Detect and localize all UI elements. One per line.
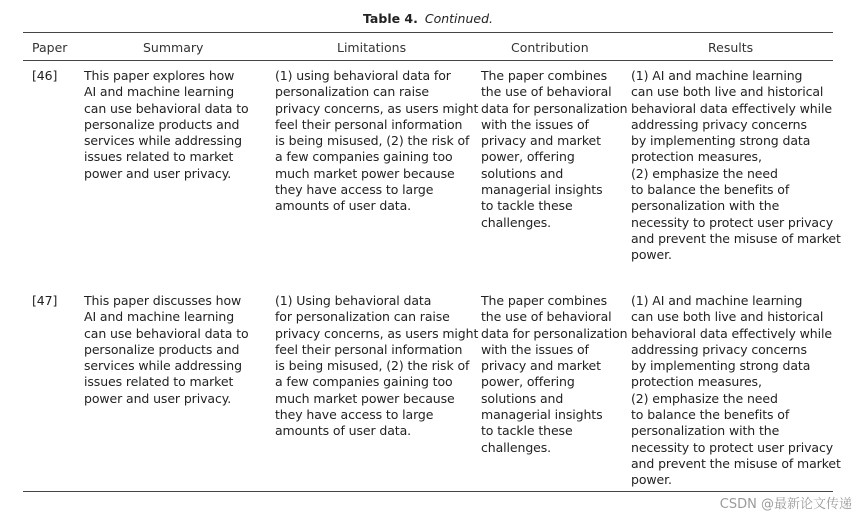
table-caption-continued: Continued. (424, 11, 493, 26)
row-1-paper: [46] (32, 68, 58, 83)
header-results: Results (708, 40, 754, 55)
row-2-results: (1) AI and machine learning can use both live and historical behavioral data effectively while addressing privacy concerns by implementing strong data protection measures, (2) emphasize the need to balance the benefits of personalization with the necessity to protect user privacy and prevent the misuse of market power. (631, 293, 841, 488)
table-caption (0, 11, 856, 26)
row-1-results: (1) AI and machine learning can use both live and historical behavioral data effectively while addressing privacy concerns by implementing strong data protection measures, (2) emphasize the need to balance the benefits of personalization with the necessity to protect user privacy and prevent the misuse of market power. (631, 68, 841, 263)
row-1-contribution: The paper combines the use of behavioral data for personalization with the issues of privacy and market power, offering solutions and managerial insights to tackle these challenges. (481, 68, 628, 230)
header-paper: Paper (32, 40, 68, 55)
table-header-rule (23, 60, 833, 61)
table-top-rule (23, 32, 833, 33)
row-1-limitations: (1) using behavioral data for personalization can raise privacy concerns, as users might feel their personal information is being misused, (2) the risk of a few companies gaining too much market power because they have access to large amounts of user data. (275, 68, 479, 214)
header-limitations: Limitations (337, 40, 407, 55)
row-2-limitations: (1) Using behavioral data for personalization can raise privacy concerns, as users might feel their personal information is being misused, (2) the risk of a few companies gaining too much market power because they have access to large amounts of user data. (275, 293, 479, 439)
row-2-summary: This paper discusses how AI and machine learning can use behavioral data to personalize products and services while addressing issues related to market power and user privacy. (84, 293, 249, 406)
row-2-paper: [47] (32, 293, 58, 308)
watermark: CSDN @最新论文传递 (719, 497, 852, 512)
row-2-contribution: The paper combines the use of behavioral data for personalization with the issues of privacy and market power, offering solutions and managerial insights to tackle these challenges. (481, 293, 628, 455)
table-bottom-rule (23, 491, 833, 492)
header-summary: Summary (143, 40, 204, 55)
header-contribution: Contribution (511, 40, 589, 55)
row-1-summary: This paper explores how AI and machine learning can use behavioral data to personalize products and services while addressing issues related to market power and user privacy. (84, 68, 249, 181)
table-caption-label: Table 4. (363, 11, 418, 26)
